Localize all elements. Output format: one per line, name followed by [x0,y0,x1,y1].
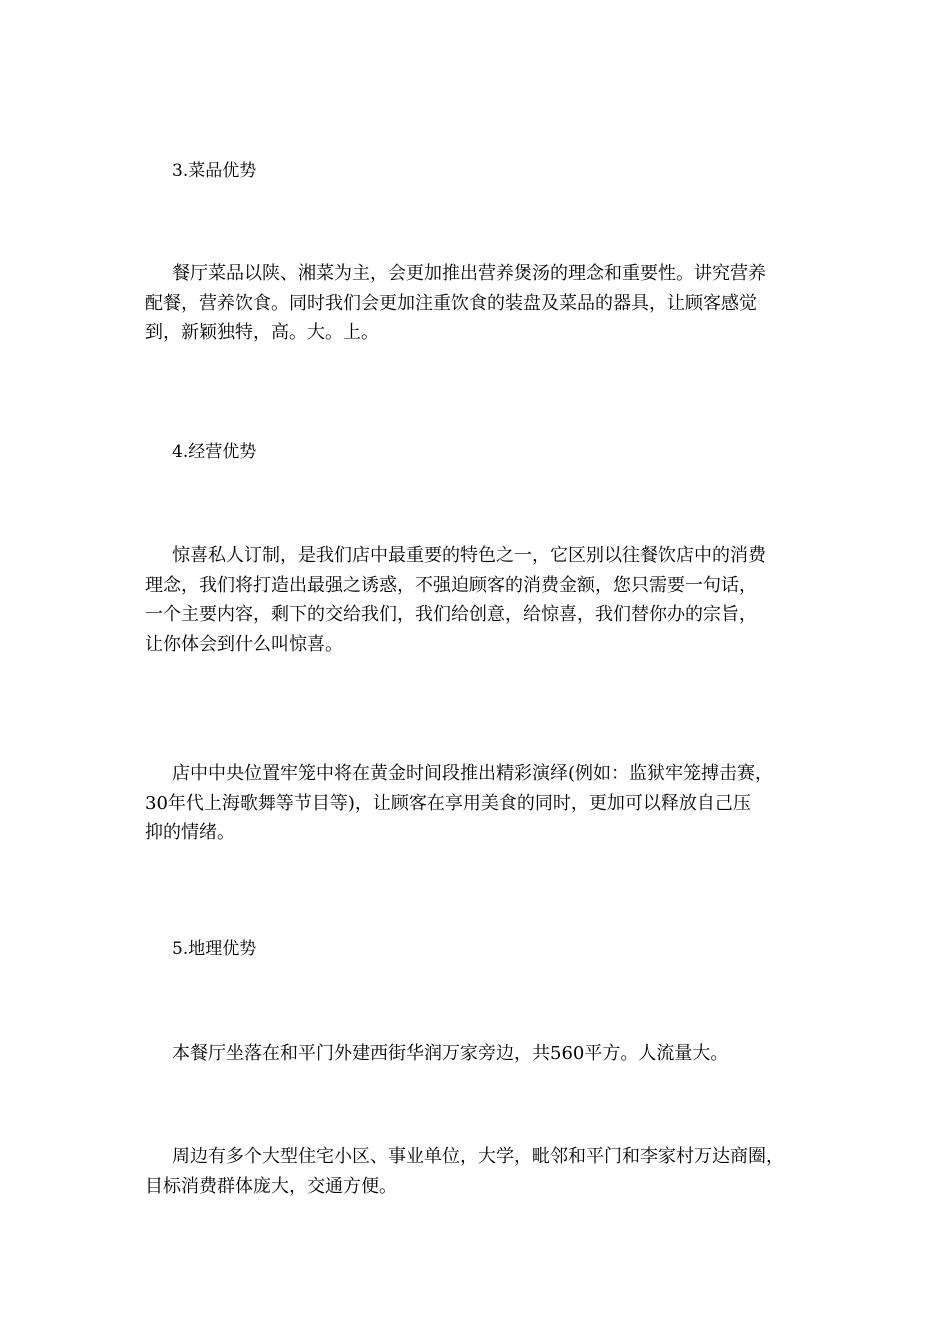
paragraph-location [145,1039,825,1069]
paragraph-line: 周边有多个大型住宅小区、事业单位，大学，毗邻和平门和李家村万达商圈， [172,1146,784,1167]
paragraph-line: 店中中央位置牢笼中将在黄金时间段推出精彩演绎(例如：监狱牢笼搏击赛， [172,763,774,784]
paragraph-line: 30年代上海歌舞等节目等)，让顾客在享用美食的同时，更加可以释放自己压 [145,792,751,814]
paragraph-line: 理念，我们将打造出最强之诱惑，不强迫顾客的消费金额，您只需要一句话， [145,574,757,596]
paragraph-line: 餐厅菜品以陕、湘菜为主，会更加推出营养煲汤的理念和重要性。讲究营养 [172,263,766,284]
section-heading-business-advantage: 4.经营优势 [172,442,257,462]
paragraph-line: 目标消费群体庞大，交通方便。 [145,1175,397,1197]
paragraph-line: 抑的情绪。 [145,822,235,843]
paragraph-line: 一个主要内容，剩下的交给我们，我们给创意，给惊喜，我们替你办的宗旨， [145,604,757,625]
section-heading-dish-advantage: 3.菜品优势 [172,161,257,181]
paragraph-surroundings [145,1142,825,1201]
paragraph-dish-advantage [145,259,825,348]
paragraph-line: 让你体会到什么叫惊喜。 [145,633,343,655]
section-heading-location-advantage: 5.地理优势 [172,939,257,959]
paragraph-private-custom [145,541,825,659]
paragraph-line: 本餐厅坐落在和平门外建西街华润万家旁边，共560平方。人流量大。 [172,1043,729,1064]
paragraph-line: 到，新颖独特，高。大。上。 [145,322,379,343]
paragraph-line: 惊喜私人订制，是我们店中最重要的特色之一，它区别以往餐饮店中的消费 [172,545,766,566]
paragraph-central-cage-show [145,759,825,848]
paragraph-line: 配餐，营养饮食。同时我们会更加注重饮食的装盘及菜品的器具，让顾客感觉 [145,292,757,314]
